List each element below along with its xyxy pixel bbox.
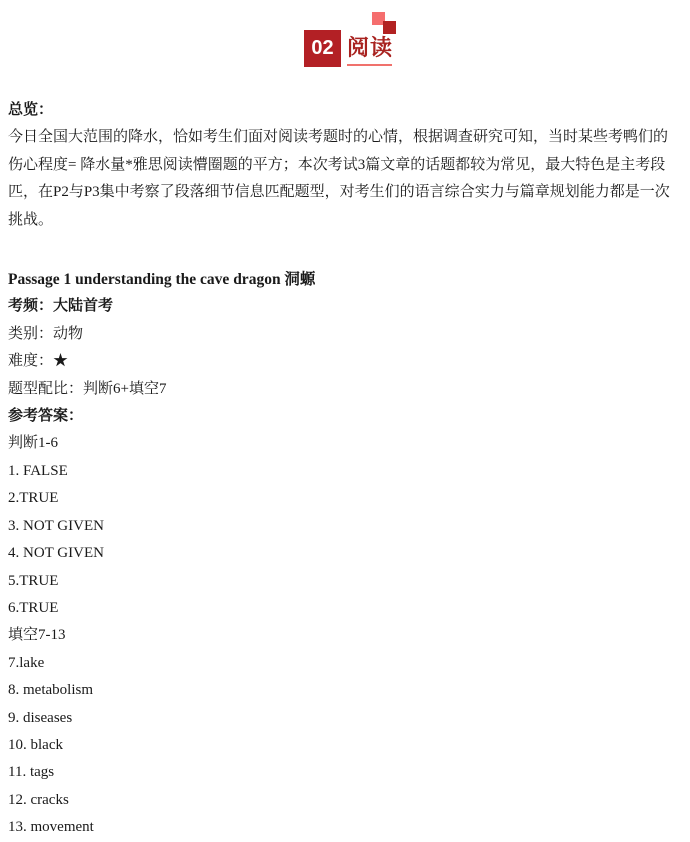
answer-11: 11. tags <box>8 764 55 781</box>
answer-13: 13. movement <box>8 819 94 836</box>
overview-heading: 总览： <box>8 102 54 118</box>
answer-9: 9. diseases <box>8 709 73 726</box>
passage-meta-difficulty: 难度：★ <box>8 353 69 370</box>
answer-group-fill-in: 填空7-13 <box>8 627 66 644</box>
answer-12: 12. cracks <box>8 791 69 808</box>
answer-3: 3. NOT GIVEN <box>8 517 104 534</box>
section-number-badge: 02 <box>304 30 341 67</box>
decorative-square-dark <box>383 21 396 34</box>
passage-title: Passage 1 understanding the cave dragon 洞螈 <box>8 271 316 289</box>
answers-heading: 参考答案： <box>8 408 84 425</box>
answer-5: 5.TRUE <box>8 572 59 589</box>
passage-meta-frequency: 考频：大陆首考 <box>8 298 114 315</box>
article-content <box>8 97 682 842</box>
answer-1: 1. FALSE <box>8 462 68 479</box>
answer-group-judgement: 判断1-6 <box>8 435 58 452</box>
answer-4: 4. NOT GIVEN <box>8 545 104 562</box>
overview-paragraph: 今日全国大范围的降水，恰如考生们面对阅读考题时的心情，根据调查研究可知，当时某些考鸭们的伤心程度= 降水量*雅思阅读懵圈题的平方；本次考试3篇文章的话题都较为常见，最大特色是主考段匹，在P2与P3集中考察了段落细节信息匹配题型，对考生们的语言综合实力与篇章规划能力都是一次挑战。 <box>8 129 670 228</box>
answer-6: 6.TRUE <box>8 599 59 616</box>
section-title: 阅读 <box>347 35 394 60</box>
section-header <box>0 0 690 97</box>
passage-meta-category: 类别：动物 <box>8 325 84 342</box>
answer-10: 10. black <box>8 736 63 753</box>
answer-7: 7.lake <box>8 654 45 671</box>
passage-meta-question-types: 题型配比：判断6+填空7 <box>8 380 167 397</box>
answer-8: 8. metabolism <box>8 682 93 699</box>
answer-2: 2.TRUE <box>8 490 59 507</box>
section-title-underline <box>347 64 392 66</box>
section-title-wrap <box>347 36 393 66</box>
